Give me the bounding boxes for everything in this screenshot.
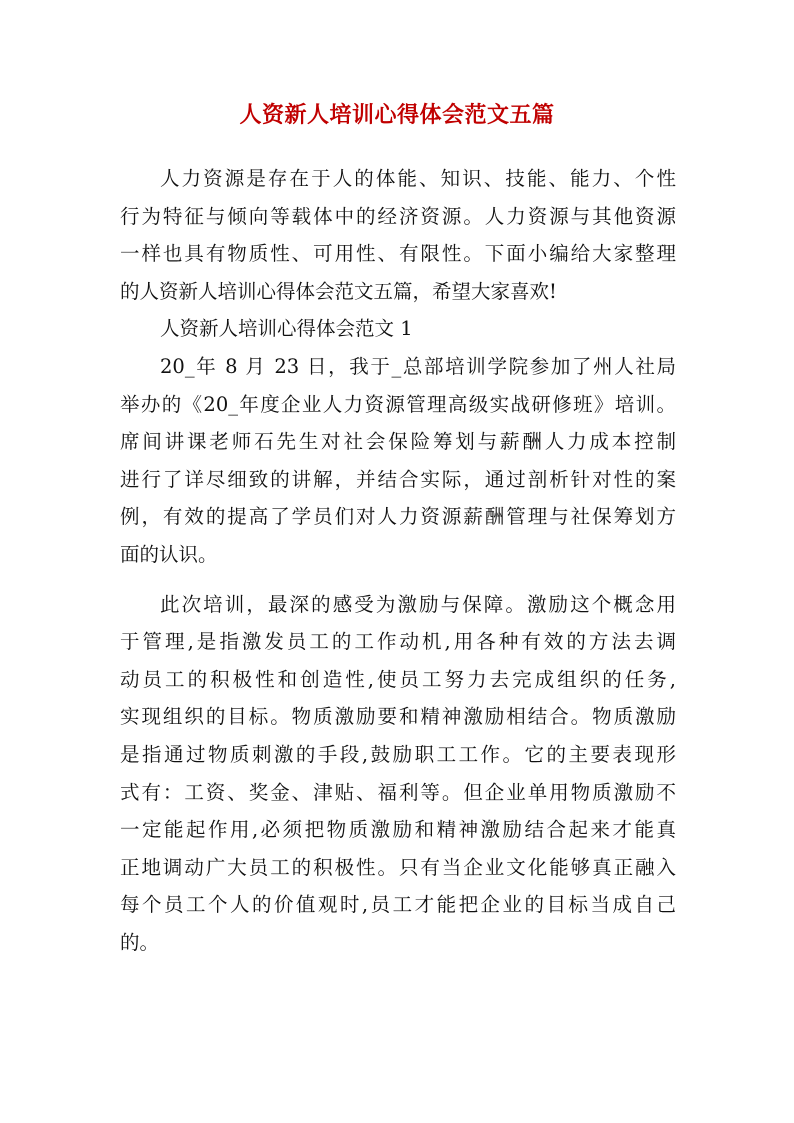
text-line: 正地调动广大员工的积极性。只有当企业文化能够真正融入 [120, 855, 676, 879]
text-line: 行为特征与倾向等载体中的经济资源。人力资源与其他资源 [120, 204, 676, 228]
document-body [120, 160, 676, 961]
text-line: 是指通过物质刺激的手段,鼓励职工工作。它的主要表现形 [120, 742, 676, 766]
text-line: 的人资新人培训心得体会范文五篇，希望大家喜欢! [120, 279, 557, 303]
text-line: 一样也具有物质性、可用性、有限性。下面小编给大家整理 [120, 242, 676, 266]
text-line: 动员工的积极性和创造性,使员工努力去完成组织的任务, [120, 667, 676, 691]
text-line: 于管理,是指激发员工的工作动机,用各种有效的方法去调 [120, 630, 676, 654]
text-line: 的。 [120, 930, 160, 954]
text-line: 20_年 8 月 23 日，我于_总部培训学院参加了州人社局 [160, 354, 676, 378]
text-line: 式有：工资、奖金、津贴、福利等。但企业单用物质激励不 [120, 780, 676, 804]
text-line: 进行了详尽细致的讲解，并结合实际，通过剖析针对性的案 [120, 467, 676, 491]
text-line: 一定能起作用,必须把物质激励和精神激励结合起来才能真 [120, 818, 676, 842]
text-line: 实现组织的目标。物质激励要和精神激励相结合。物质激励 [120, 705, 676, 729]
text-line: 人资新人培训心得体会范文 1 [160, 317, 413, 341]
text-line: 人力资源是存在于人的体能、知识、技能、能力、个性 [160, 167, 676, 190]
document-title: 人资新人培训心得体会范文五篇 [239, 102, 555, 128]
text-line: 每个员工个人的价值观时,员工才能把企业的目标当成自己 [120, 893, 676, 917]
text-line: 举办的《20_年度企业人力资源管理高级实战研修班》培训。 [120, 392, 676, 416]
text-line: 此次培训，最深的感受为激励与保障。激励这个概念用 [160, 592, 676, 616]
text-line: 例，有效的提高了学员们对人力资源薪酬管理与社保筹划方 [120, 505, 676, 529]
text-line: 席间讲课老师石先生对社会保险筹划与薪酬人力成本控制 [120, 430, 676, 454]
text-line: 面的认识。 [120, 542, 218, 566]
